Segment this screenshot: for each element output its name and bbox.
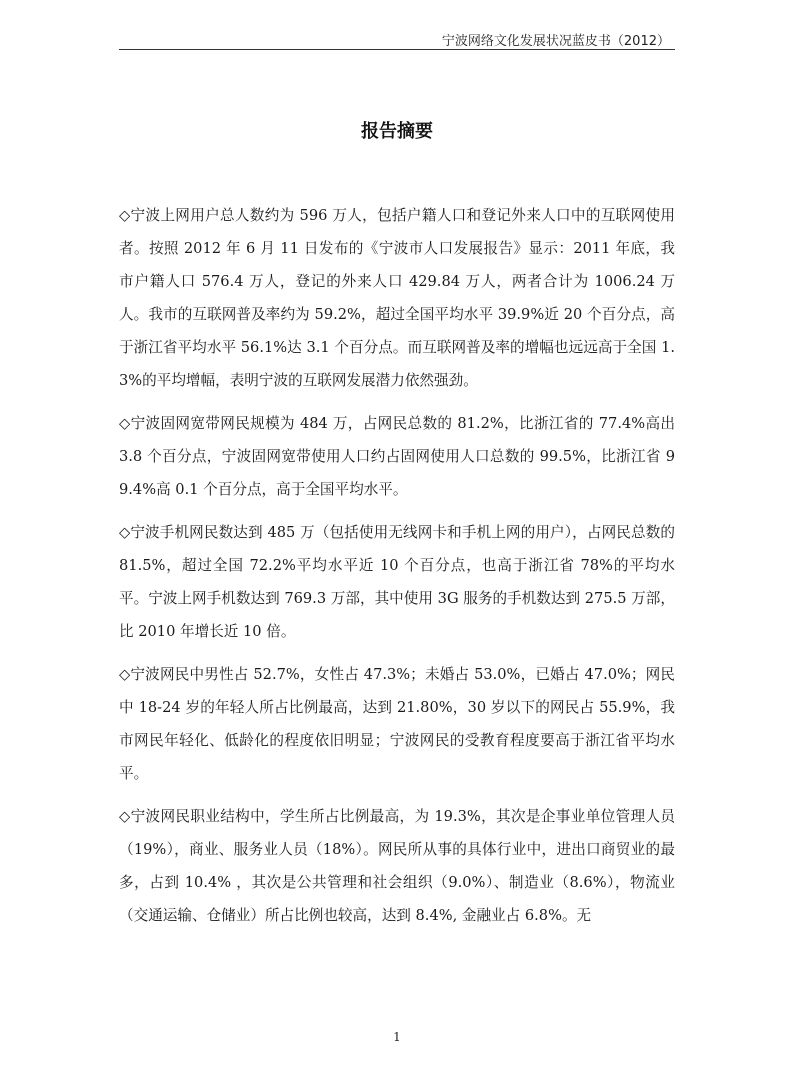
running-header: 宁波网络文化发展状况蓝皮书（2012）	[441, 34, 670, 49]
page-number: 1	[393, 1030, 401, 1044]
page-title: 报告摘要	[361, 121, 433, 142]
summary-body	[119, 199, 675, 942]
paragraph-internet-users: ◇宁波上网用户总人数约为 596 万人，包括户籍人口和登记外来人口中的互联网使用者。按照 2012 年 6 月 11 日发布的《宁波市人口发展报告》显示：2011 年底，我市户籍人口 576.4 万人，登记的外来人口 429.84 万人，两者合计为 1006.24 万人。我市的互联网普及率约为 59.2%，超过全国平均水平 39.9%近 20 个百分点，高于浙江省平均水平 56.1%达 3.1 个百分点。而互联网普及率的增幅也远远高于全国 1.3%的平均增幅，表明宁波的互联网发展潜力依然强劲。	[119, 207, 675, 389]
paragraph-demographics: ◇宁波网民中男性占 52.7%，女性占 47.3%；未婚占 53.0%，已婚占 47.0%；网民中 18-24 岁的年轻人所占比例最高，达到 21.80%，30 岁以下的网民占 55.9%，我市网民年轻化、低龄化的程度依旧明显；宁波网民的受教育程度要高于浙江省平均水平。	[119, 666, 675, 782]
header-divider	[119, 49, 675, 50]
paragraph-mobile: ◇宁波手机网民数达到 485 万（包括使用无线网卡和手机上网的用户），占网民总数的 81.5%，超过全国 72.2%平均水平近 10 个百分点，也高于浙江省 78%的平均水平。宁波上网手机数达到 769.3 万部，其中使用 3G 服务的手机数达到 275.5 万部，比 2010 年增长近 10 倍。	[119, 524, 675, 640]
paragraph-broadband: ◇宁波固网宽带网民规模为 484 万，占网民总数的 81.2%，比浙江省的 77.4%高出 3.8 个百分点，宁波固网宽带使用人口约占固网使用人口总数的 99.5%，比浙江省 99.4%高 0.1 个百分点，高于全国平均水平。	[119, 415, 675, 498]
paragraph-occupation: ◇宁波网民职业结构中，学生所占比例最高，为 19.3%，其次是企事业单位管理人员（19%），商业、服务业人员（18%）。网民所从事的具体行业中，进出口商贸业的最多，占到 10.4% ，其次是公共管理和社会组织（9.0%）、制造业（8.6%），物流业（交通运输、仓储业）所占比例也较高，达到 8.4%, 金融业占 6.8%。无	[119, 808, 675, 924]
